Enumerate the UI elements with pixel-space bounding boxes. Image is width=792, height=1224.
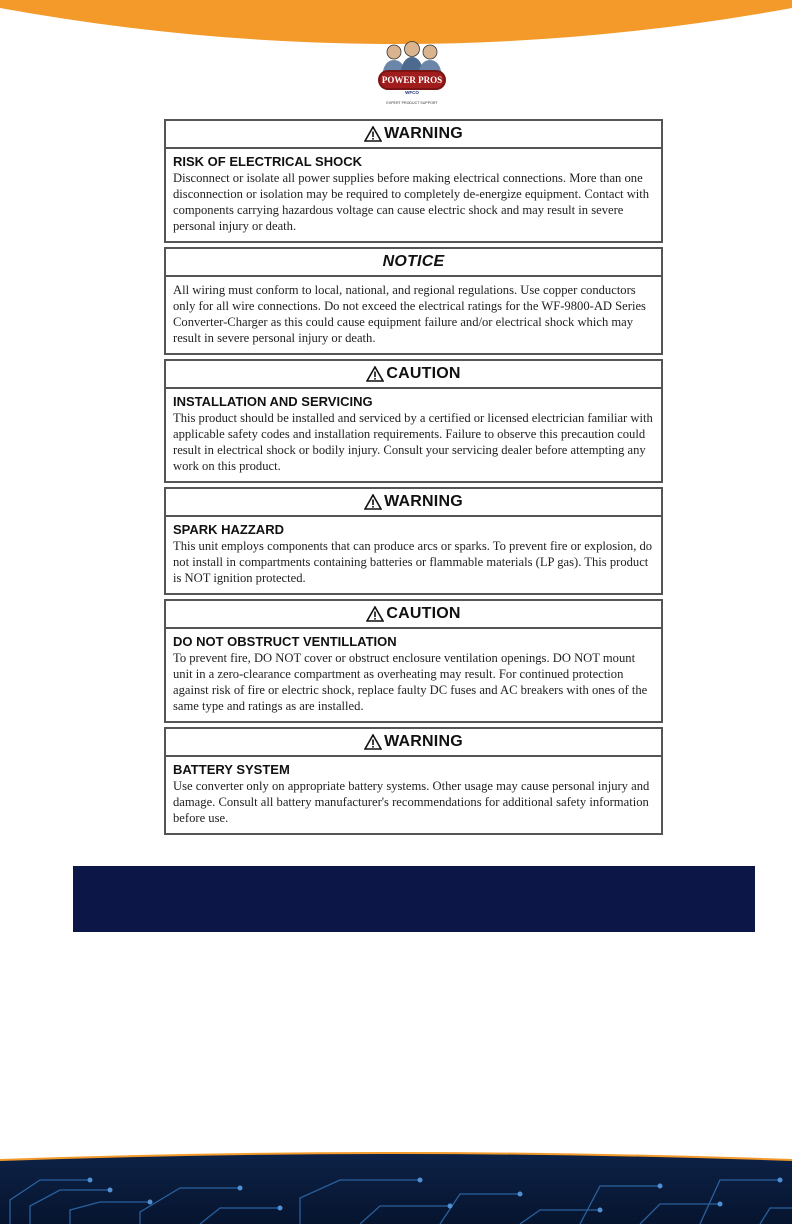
notice-title: DO NOT OBSTRUCT VENTILLATION — [173, 634, 397, 649]
notice-text: All wiring must conform to local, national, and regional regulations. Use copper conductors only for all wire connections. Do not exceed the electrical ratings for the WF-9800-AD Series Converter-Charger as this could cause equipment failure and/or electrical shock which may result in severe personal injury or death. — [173, 283, 646, 345]
notice-title: SPARK HAZZARD — [173, 522, 284, 537]
notice-title: RISK OF ELECTRICAL SHOCK — [173, 154, 362, 169]
notice-box-2 — [164, 247, 663, 355]
notice-header-caution — [166, 361, 661, 389]
notice-box-6 — [164, 727, 663, 835]
power-pros-logo — [370, 38, 454, 110]
notice-header-caution — [166, 601, 661, 629]
logo-name: POWER PROS — [381, 75, 443, 85]
notice-box-5 — [164, 599, 663, 723]
notice-kind: CAUTION — [386, 605, 461, 622]
section-header-bar — [73, 866, 755, 932]
notice-kind: WARNING — [384, 493, 463, 510]
notice-box-3 — [164, 359, 663, 483]
notice-box-1 — [164, 119, 663, 243]
notice-header-notice — [166, 249, 661, 277]
notice-header-warning — [166, 121, 661, 149]
logo-tagline: EXPERT PRODUCT SUPPORT — [386, 101, 438, 105]
notice-text: Use converter only on appropriate battery systems. Other usage may cause personal injury and damage. Consult all battery manufacturer's recommendations for additional safety information before use. — [173, 779, 650, 825]
notice-box-4 — [164, 487, 663, 595]
notice-header-warning — [166, 489, 661, 517]
warning-triangle-icon — [364, 734, 382, 750]
notice-title: BATTERY SYSTEM — [173, 762, 290, 777]
notice-kind: CAUTION — [386, 365, 461, 382]
warning-triangle-icon — [366, 366, 384, 382]
notice-text: To prevent fire, DO NOT cover or obstruct enclosure ventilation openings. DO NOT mount unit in a zero-clearance compartment as overheating may result. For continued protection against risk of fire or electric shock, replace faulty DC fuses and AC breakers with ones of the same type and ratings as are installed. — [173, 651, 648, 713]
notice-kind: WARNING — [384, 125, 463, 142]
circuit-board-footer — [0, 1150, 792, 1224]
notice-text: Disconnect or isolate all power supplies before making electrical connections. More than one disconnection or isolation may be required to completely de-energize equipment. Contact with components carrying hazardous voltage can cause electric shock and may result in severe personal injury or death. — [173, 171, 650, 233]
warning-triangle-icon — [364, 494, 382, 510]
notice-kind: WARNING — [384, 733, 463, 750]
logo-brand: WFCO — [405, 90, 419, 95]
notice-text: This product should be installed and serviced by a certified or licensed electrician familiar with applicable safety codes and installation requirements. Failure to observe this precaution could result in electrical shock or bodily injury. Consult your servicing dealer before attempting any work on this product. — [173, 411, 653, 473]
safety-notices — [164, 119, 663, 839]
notice-header-warning — [166, 729, 661, 757]
warning-triangle-icon — [366, 606, 384, 622]
notice-text: This unit employs components that can produce arcs or sparks. To prevent fire or explosion, do not install in compartments containing batteries or flammable materials (LP gas). This product is NOT ignition protected. — [173, 539, 653, 585]
notice-title: INSTALLATION AND SERVICING — [173, 394, 373, 409]
warning-triangle-icon — [364, 126, 382, 142]
notice-kind: NOTICE — [382, 253, 445, 270]
